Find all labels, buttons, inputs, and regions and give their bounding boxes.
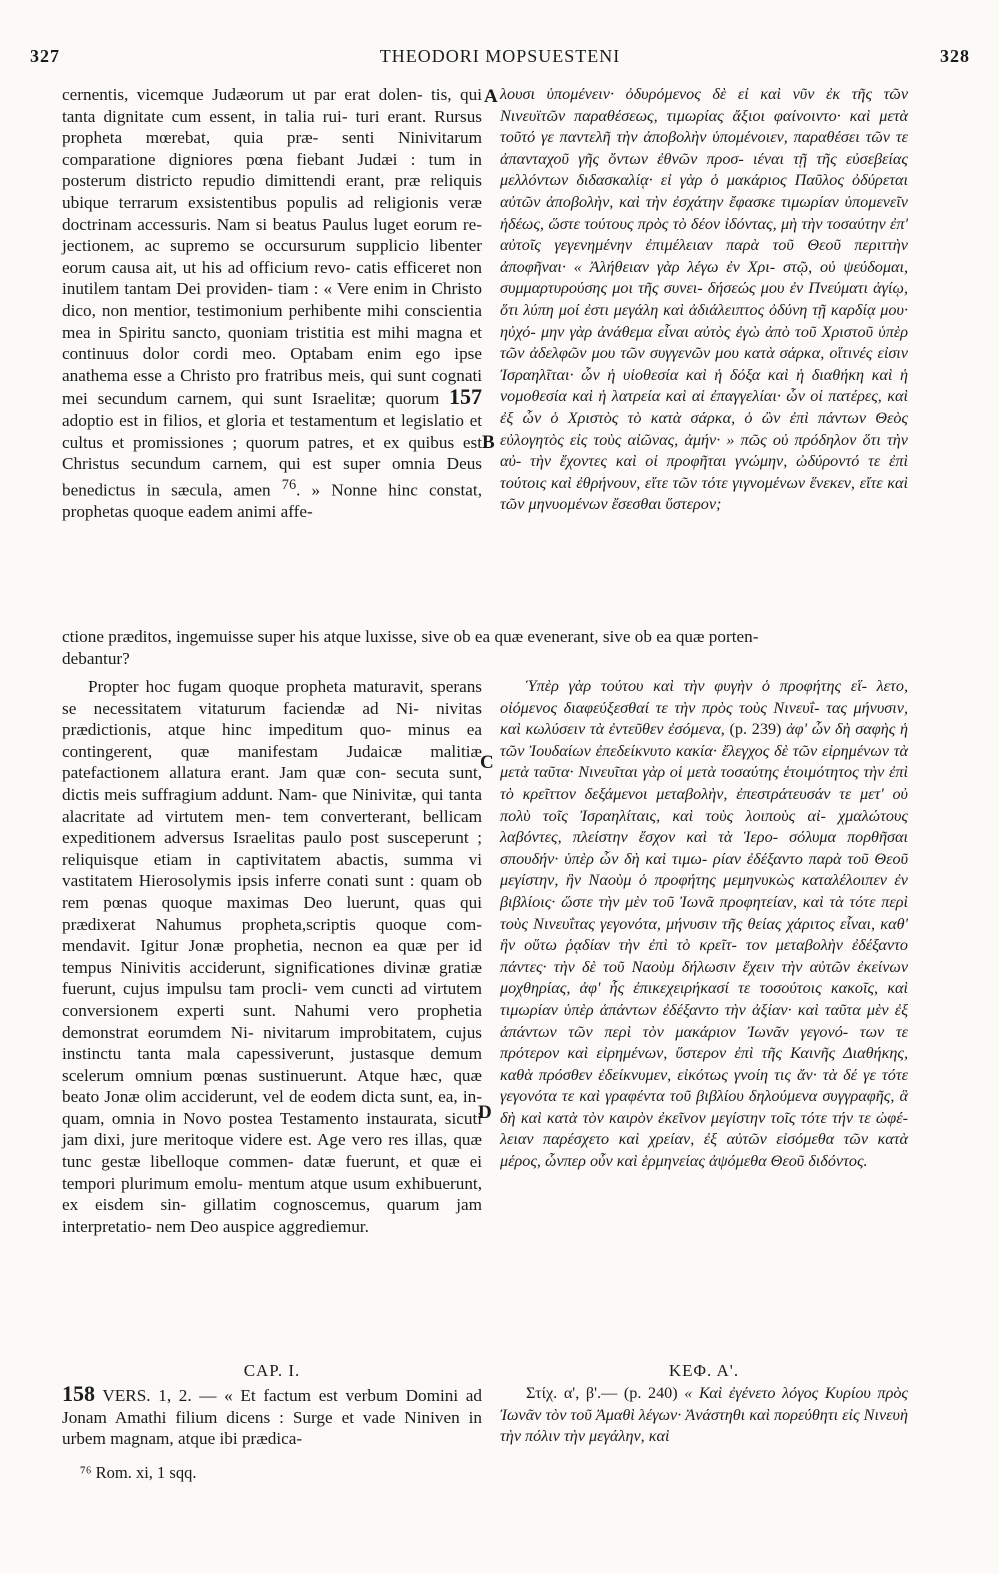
greek-paragraph-3 (500, 1383, 908, 1448)
footnote: ⁷⁶ Rom. xi, 1 sqq. (80, 1463, 197, 1482)
page-number-right: 328 (940, 46, 970, 66)
greek-column-2 (500, 676, 908, 1173)
greek-paragraph-2 (500, 676, 908, 1173)
running-header (30, 46, 970, 76)
latin-text: turi erant. Rursus propheta mœrebat, quia præ- senti Ninivitarum comparatione digniores pœna fiebant Judæi : tum in posterum districto repudio dimittendi erant, præ reliquis ubique terrarum exsistentibus populis ad religionis veræ doctrinam accessuris. Nam si beatus Paulus luget eorum re- jectionem, ac supremo se occursurum supplicio libenter eorum causa ait, ut his ad officium revo- catis efficeret non inutilem tantam Dei providen- tiam : « Vere enim in Christo dico, non mentior, testimonium perhibente mihi conscientia mea in Spiritu sancto, quoniam tristitia est mihi magna et continuus dolor cordi meo. Optabam enim ego ipse anathema esse a Christo pro fratribus meis, qui sunt cognati mei secundum carnem, qui sunt Israelitæ; quorum (62, 106, 482, 409)
latin-spanning-text: ctione præditos, ingemuisse super his atque luxisse, sive ob ea quæ evenerant, sive ob ea quæ porten- (62, 627, 759, 646)
page-reference: (p. 239) (729, 720, 782, 739)
latin-line: tis, qui tanta dignitate cum essent, in talia rui- (62, 85, 482, 126)
greek-column-3 (500, 1383, 908, 1448)
latin-paragraph-1 (62, 84, 482, 523)
greek-text: « Καὶ ἐγένετο λόγος Κυρίου πρὸς Ἰωνᾶν τὸν τοῦ Ἀμαθὶ λέγων· Ἀνάστηθι καὶ πορεύθητι εἰς Νινευὴ τὴν πόλιν τὴν μεγάλην, καὶ (500, 1384, 908, 1446)
latin-column (62, 84, 482, 523)
page-title: THEODORI MOPSUESTENI (379, 46, 621, 66)
page-number-left: 327 (30, 46, 60, 66)
chapter-heading-latin: CAP. I. (243, 1361, 301, 1380)
greek-column (500, 84, 908, 516)
chapter-heading-greek: ΚΕΦ. Α'. (668, 1361, 740, 1380)
latin-text: . » Nonne hinc constat, prophetas quoque eadem animi affe- (62, 480, 482, 522)
spanning-line (62, 626, 910, 669)
latin-paragraph-3 (62, 1383, 482, 1450)
latin-paragraph-2: Propter hoc fugam quoque propheta maturavit, sperans se necessitatem vitaturum faciendæ ad Ni- nivitas prædictionis, atque hinc impeditum quo- minus ea contingerent, quæ manifestam Judaicæ malitiæ patefactionem allatura erant. Jam quæ con- secuta sunt, dictis meis suffragium addunt. Nam- que Ninivitæ, qui tanta alacritate ad virtutem men- tem converterant, bellicam expeditionem adversus Israelitas paulo post susceperunt ; reliquisque etiam in captivitatem abactis, summa vi vastitatem Hierosolymis ipsis inferre conati sunt : quam ob rem pœnas quoque maximas Deo luerunt, quas qui prædixerat Nahumus propheta,scriptis quoque com- mendavit. Igitur Jonæ prophetia, necnon ea quæ per id tempus Ninivitis acciderunt, significationes divinæ gratiæ fuerunt, cujus impulsu tam procli- vem cuncti ad virtutem conversionem experti sunt. Nahumi vero prophetia demonstrat eorumdem Ni- nivitarum improbitatem, cujus instinctu tanta mala capessiverunt, justasque demum scelerum omnium pœnas sustinuerunt. Atque hæc, quæ beato Jonæ olim acciderunt, vel de eodem dicta sunt, ea, in- quam, omnia in Novo postea Testamento instaurata, sicuti jam dixi, jure meritoque videre est. Age vero res illas, quæ tunc gestæ libelloque commen- datæ fuerunt, et quæ ei tempori plurimum emolu- mentum atque usum exhibuerunt, ex eisdem sin- gillatim cognoscemus, quarum jam interpretatio- nem Deo auspice aggrediemur. (62, 677, 482, 1236)
verse-reference: Στίχ. α', β'.— (p. 240) (526, 1384, 678, 1402)
margin-marker-b: B (482, 432, 495, 453)
latin-line: debantur? (62, 648, 130, 668)
section-number-157: 157 (449, 384, 483, 410)
latin-column-2 (62, 676, 482, 1237)
latin-text: adoptio est in filios, et gloria et testamentum et legislatio et cultus et promissiones ; quorum patres, et ex quibus est Christus secundum carnem, qui est super omnia Deus benedictus in sæcula, amen (62, 410, 482, 500)
section-number-158: 158 (62, 1381, 95, 1406)
margin-marker-d: D (478, 1102, 492, 1123)
margin-marker-a: A (484, 86, 498, 107)
greek-text: Ὑπὲρ γὰρ τούτου καὶ τὴν φυγὴν ὁ προφήτης εἵ- λετο, οἰόμενος διαφεύξεσθαί τε τὴν πρὸς τοὺς Νινευΐ- τας μήνυσιν, καὶ κωλύσειν τὰ ἐντεῦθεν ἐσόμενα, (500, 677, 908, 739)
greek-text: ἀφ' ὧν δὴ σαφὴς ἡ τῶν Ἰουδαίων ἐπεδείκνυτο κακία· ἔλεγχος δὲ τῶν εἰρημένων τὰ μετὰ ταῦτα· Νινευῖται γὰρ οἱ μετὰ τοσαύτης ἑτοιμότητος τὴν ἐπὶ τὸ κρεῖττον δεξάμενοι μεταβολὴν, ἐπεστράτευσάν τε μετ' οὐ πολὺ τοῖς Ἰσραηλίταις, καὶ τοὺς λοιποὺς αἰ- χμαλώτους λαβόντες, πλείστην ἔσχον καὶ τὰ Ἱερο- σόλυμα πορθῆσαι σπουδήν· ὑπὲρ ὧν δὴ καὶ τιμω- ρίαν ἐδέξαντο παρὰ τοῦ Θεοῦ μεγίστην, ἣν Ναοὺμ ὁ προφήτης μεμηνυκὼς καταλέλοιπεν ἐν βιβλίοις· ὥστε τὴν μὲν τοῦ Ἰωνᾶ προφητείαν, καὶ τὰ τότε περὶ τοὺς Νινευΐτας γεγονότα, μήνυσιν τῆς θείας χάριτος εἶναι, καθ' ἣν οὕτω ῥᾳδίαν τὴν ἐπὶ τὸ κρεῖτ- τον μεταβολὴν ἐδέξαντο πάντες· τὴν δὲ τοῦ Ναοὺμ δήλωσιν ἔχειν τὴν αὐτῶν ἐκείνων μοχθηρίας, ἀφ' ἧς ἐπικεχειρήκασί τε τοσούτοις κακοῖς, καὶ τιμωρίαν ὑπὲρ ἁπάντων ἐδέξαντο τὴν ἀξίαν· καὶ ταῦτα μὲν ἐξ ἁπάντων τῶν περὶ τὸν μακάριον Ἰωνᾶν γεγονό- των τε πρότερον καὶ εἰρημένων, ὕστερον ἐπὶ τῆς Καινῆς Διαθήκης, καθὰ πρόσθεν ἐδείκνυμεν, εἰκότως γνοίη τις ἄν· τὰ δέ γε τότε γεγονότα τε καὶ γραφέντα τοῦ βιβλίου δηλούμενα συγγραφῆς, ἃ δὴ καὶ κατὰ τὸν καιρὸν ἐκεῖνον μεγίστην τοῖς τότε τήν τε ὠφέ- λειαν παρέσχετο καὶ χρείαν, ἐξ αὐτῶν εἰσόμεθα τῶν κατὰ μέρος, ὧνπερ οὖν καὶ ἑρμηνείας ἀψόμεθα Θεοῦ διδόντος. (500, 720, 909, 1171)
latin-column-3 (62, 1383, 482, 1450)
latin-text: VERS. 1, 2. — « Et factum est verbum Domini ad Jonam Amathi filium dicens : Surge et vade Niniven in urbem magnam, atque ibi prædica- (62, 1386, 482, 1449)
greek-paragraph-1: λουσι ὑπομένειν· ὀδυρόμενος δὲ εἰ καὶ νῦν ἐκ τῆς τῶν Νινευϊτῶν παραθέσεως, τιμωρίας ἄξιοι φαίνοιντο· καὶ μετὰ τοῦτό γε παντελῆ τὴν ἀποβολὴν ὑπομένοιεν, παραθέσει τῶν τε ἀπανταχοῦ γῆς ὄντων ἐθνῶν προσ- ιέναι τῇ τῆς εὐσεβείας μελλόντων διδασκαλίᾳ· εἰ γὰρ ὁ μακάριος Παῦλος ὀδύρεται αὐτῶν ἀποβολὴν, καὶ τὴν ἐσχάτην ἔφασκε τιμωρίαν ὑπομενεῖν ἡδέως, ὥστε τούτους πρὸς τὸ δέον ἰδόντας, μὴ τὴν τοσαύτην ἐπ' αὐτοῖς γεγενημένην ἐπιμέλειαν παρὰ τοῦ Θεοῦ περιττὴν ἀποφῆναι· « Ἀλήθειαν γὰρ λέγω ἐν Χρι- στῷ, οὐ ψεύδομαι, συμμαρτυρούσης μοι τῆς συνει- δήσεώς μου ἐν Πνεύματι ἁγίῳ, ὅτι λύπη μοί ἐστι μεγάλη καὶ ἀδιάλειπτος ὀδύνη τῇ καρδίᾳ μου· ηὐχό- μην γὰρ ἀνάθεμα εἶναι αὐτὸς ἐγὼ ἀπὸ τοῦ Χριστοῦ ὑπὲρ τῶν ἀδελφῶν μου τῶν συγγενῶν μου κατὰ σάρκα, οἵτινές εἰσιν Ἰσραηλῖται· ὧν ἡ υἱοθεσία καὶ ἡ δόξα καὶ ἡ διαθήκη καὶ ἡ νομοθεσία καὶ ἡ λατρεία καὶ αἱ ἐπαγγελίαι· ὧν οἱ πατέρες, καὶ ἐξ ὧν ὁ Χριστὸς τὸ κατὰ σάρκα, ὁ ὢν ἐπὶ πάντων Θεὸς εὐλογητὸς εἰς τοὺς αἰῶνας, ἀμήν· » πῶς οὐ πρόδηλον ὅτι τὴν αὐ- τὴν ἔχοντες καὶ οἱ προφῆται γνώμην, ὠδύροντό τε ἐπὶ τούτοις καὶ ἐθρήνουν, εἴτε τῶν τότε γιγνομένων ἕνεκεν, εἴτε καὶ τῶν μηνυομένων ἔσεσθαι ὕστερον; (500, 85, 908, 514)
footnote-ref: 76 (281, 476, 297, 493)
latin-line: cernentis, vicemque Judæorum ut par erat dolen- (62, 85, 423, 104)
margin-marker-c: C (480, 752, 494, 773)
